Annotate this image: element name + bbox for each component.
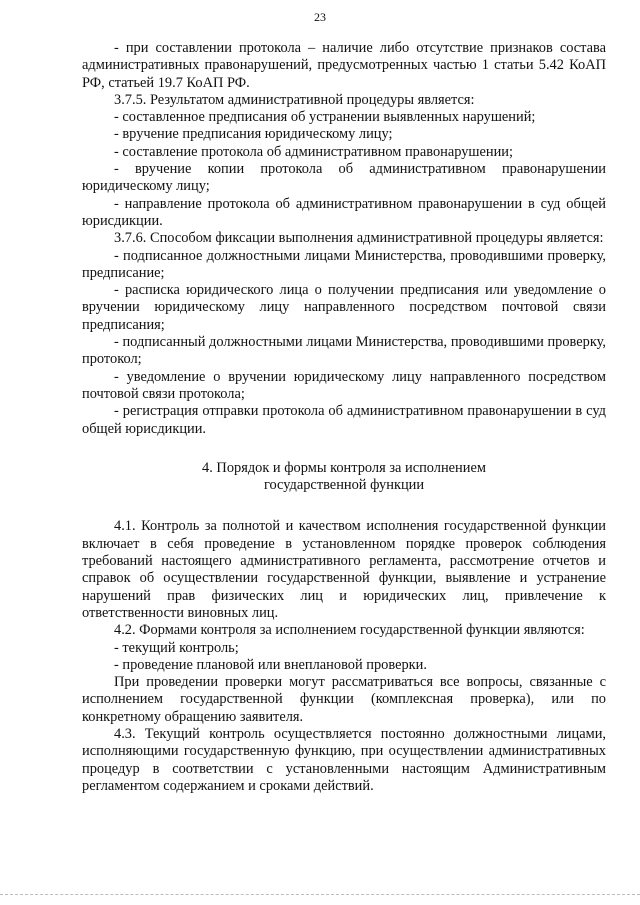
- page-content: [82, 40, 606, 795]
- list-item: - вручение копии протокола об административном правонарушении юридическому лицу;: [82, 161, 606, 195]
- list-item: - вручение предписания юридическому лицу;: [114, 126, 393, 143]
- scan-edge-line: [0, 894, 640, 895]
- paragraph: При проведении проверки могут рассматриваться все вопросы, связанные с исполнением государственной функции (комплексная проверка), или по конкретному обращению заявителя.: [82, 674, 606, 725]
- paragraph-4-3: 4.3. Текущий контроль осуществляется постоянно должностными лицами, исполняющими государственную функцию, при осуществлении административных процедур в соответствии с установленными настоящим Административным регламентом содержанием и сроками действий.: [82, 725, 606, 794]
- page-number: 23: [314, 10, 326, 24]
- paragraph-3-7-5: 3.7.5. Результатом административной процедуры является:: [114, 91, 475, 108]
- section-heading-line: 4. Порядок и формы контроля за исполнением: [202, 459, 486, 476]
- list-item: - направление протокола об административном правонарушении в суд общей юрисдикции.: [82, 195, 606, 229]
- list-item: - составленное предписания об устранении выявленных нарушений;: [114, 109, 536, 126]
- paragraph: - при составлении протокола – наличие либо отсутствие признаков состава административных правонарушений, предусмотренных частью 1 статьи 5.42 КоАП РФ, статьей 19.7 КоАП РФ.: [82, 40, 606, 91]
- paragraph-4-2: 4.2. Формами контроля за исполнением государственной функции являются:: [114, 622, 585, 639]
- list-item: - проведение плановой или внеплановой проверки.: [114, 656, 427, 673]
- list-item: - подписанное должностными лицами Министерства, проводившими проверку, предписание;: [82, 247, 606, 281]
- paragraph-3-7-6: 3.7.6. Способом фиксации выполнения административной процедуры является:: [114, 230, 604, 247]
- list-item: - регистрация отправки протокола об административном правонарушении в суд общей юрисдикции.: [82, 403, 606, 437]
- list-item: - текущий контроль;: [114, 639, 239, 656]
- list-item: - уведомление о вручении юридическому лицу направленного посредством почтовой связи протокола;: [82, 368, 606, 402]
- section-heading-line: государственной функции: [263, 477, 425, 494]
- section-heading: [82, 460, 606, 495]
- list-item: - расписка юридического лица о получении предписания или уведомление о вручении юридическому лицу направленного посредством почтовой связи предписания;: [82, 282, 606, 333]
- paragraph-4-1: 4.1. Контроль за полнотой и качеством исполнения государственной функции включает в себя проведение в установленном порядке проверок соблюдения требований настоящего административного регламента, рассмотрение отчетов и справок об осуществлении государственной функции, выявление и устранение нарушений прав физических лиц и юридических лиц, привлечение к ответственности виновных лиц.: [82, 518, 606, 621]
- list-item: - составление протокола об административном правонарушении;: [114, 143, 514, 160]
- list-item: - подписанный должностными лицами Министерства, проводившими проверку, протокол;: [82, 334, 606, 368]
